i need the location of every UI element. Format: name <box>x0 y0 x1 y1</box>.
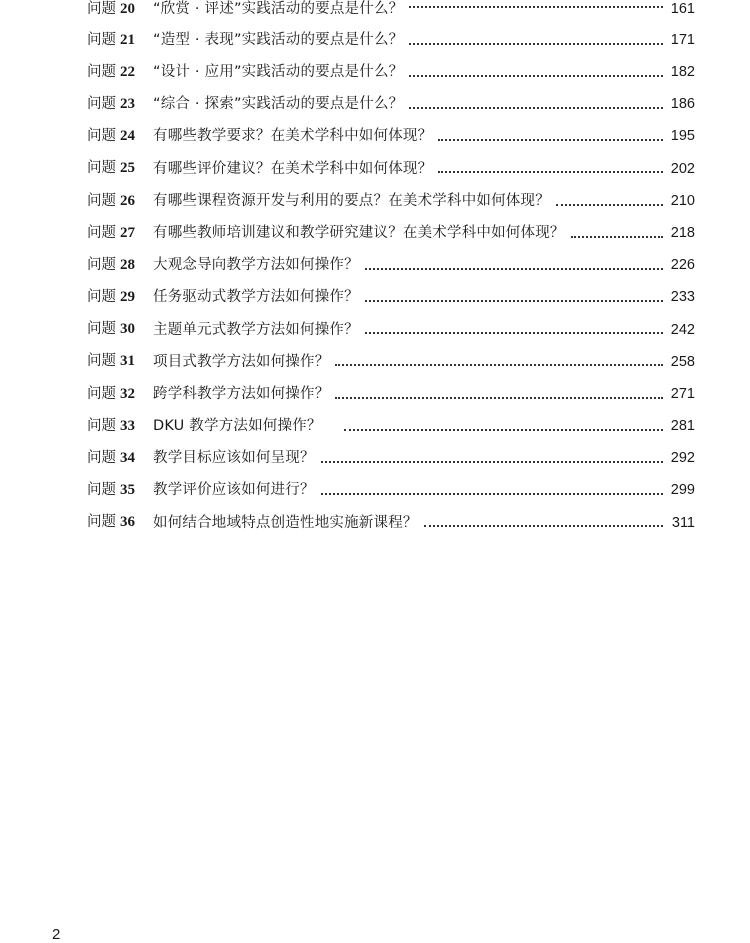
question-number: 36 <box>120 514 135 531</box>
toc-entry-title: 如何结合地域特点创造性地实施新课程？ <box>153 514 418 531</box>
toc-entry-25[interactable] <box>87 153 695 185</box>
question-number: 25 <box>120 160 135 177</box>
question-label <box>87 419 153 434</box>
question-number: 21 <box>120 31 135 48</box>
question-prefix: 问题 <box>87 514 116 531</box>
dot-leader <box>344 428 663 431</box>
question-label <box>87 226 153 241</box>
question-label <box>87 451 153 466</box>
question-prefix: 问题 <box>87 256 116 273</box>
question-label <box>87 129 153 144</box>
toc-entry-34[interactable] <box>87 442 695 474</box>
question-label <box>87 2 153 17</box>
toc-entry-36[interactable] <box>87 507 695 539</box>
toc-entry-page: 182 <box>670 64 695 81</box>
question-prefix: 问题 <box>87 192 116 209</box>
toc-entry-27[interactable] <box>87 217 695 249</box>
toc-entry-page: 186 <box>670 96 695 113</box>
dot-leader <box>571 235 663 238</box>
question-number: 23 <box>120 95 135 112</box>
toc-entry-title: 有哪些评价建议？在美术学科中如何体现？ <box>153 160 433 177</box>
dot-leader <box>365 267 663 270</box>
question-prefix: 问题 <box>87 353 116 370</box>
page-number: 2 <box>52 926 61 943</box>
question-prefix: 问题 <box>87 321 116 338</box>
dot-leader <box>556 203 663 206</box>
toc-entry-26[interactable] <box>87 185 695 217</box>
table-of-contents <box>87 0 695 539</box>
toc-entry-page: 195 <box>670 128 695 145</box>
question-prefix: 问题 <box>87 128 116 145</box>
toc-entry-29[interactable] <box>87 282 695 314</box>
toc-entry-33[interactable] <box>87 410 695 442</box>
dot-leader <box>409 42 662 45</box>
question-label <box>87 354 153 369</box>
toc-entry-page: 242 <box>670 321 695 338</box>
toc-entry-page: 202 <box>670 160 695 177</box>
question-prefix: 问题 <box>87 450 116 467</box>
toc-entry-page: 311 <box>671 514 695 531</box>
dot-leader <box>438 138 662 141</box>
toc-entry-title: 大观念导向教学方法如何操作？ <box>153 257 359 274</box>
toc-entry-20[interactable] <box>87 0 695 24</box>
question-number: 31 <box>120 353 135 370</box>
question-number: 30 <box>120 321 135 338</box>
dot-leader <box>438 170 662 173</box>
toc-entry-23[interactable] <box>87 88 695 120</box>
dot-leader <box>424 524 663 527</box>
question-label <box>87 387 153 402</box>
toc-entry-page: 171 <box>670 31 695 48</box>
toc-entry-24[interactable] <box>87 121 695 153</box>
toc-entry-31[interactable] <box>87 346 695 378</box>
question-prefix: 问题 <box>87 1 116 17</box>
question-number: 28 <box>120 256 135 273</box>
question-number: 27 <box>120 224 135 241</box>
dot-leader <box>365 331 663 334</box>
question-prefix: 问题 <box>87 95 116 112</box>
toc-entry-title: “欣赏 · 评述”实践活动的要点是什么？ <box>153 1 404 17</box>
dot-leader <box>409 74 662 77</box>
dot-leader <box>365 299 663 302</box>
question-prefix: 问题 <box>87 289 116 306</box>
question-number: 33 <box>120 417 135 434</box>
question-label <box>87 97 153 112</box>
dot-leader <box>409 5 662 8</box>
toc-entry-page: 210 <box>670 192 695 209</box>
toc-entry-page: 233 <box>670 289 695 306</box>
toc-entry-page: 226 <box>670 257 695 274</box>
dot-leader <box>321 492 663 495</box>
toc-entry-title: “综合 · 探索”实践活动的要点是什么？ <box>153 96 404 113</box>
question-label <box>87 290 153 305</box>
toc-entry-title: 跨学科教学方法如何操作？ <box>153 385 330 402</box>
dot-leader <box>335 363 662 366</box>
dot-leader <box>335 396 662 399</box>
question-label <box>87 194 153 209</box>
question-label <box>87 515 153 530</box>
toc-entry-title: 有哪些教学要求？在美术学科中如何体现？ <box>153 128 433 145</box>
toc-entry-32[interactable] <box>87 378 695 410</box>
toc-entry-title: 主题单元式教学方法如何操作？ <box>153 321 359 338</box>
toc-entry-title: 任务驱动式教学方法如何操作？ <box>153 289 359 306</box>
toc-entry-title: DKU 教学方法如何操作？ <box>153 418 322 435</box>
toc-entry-title: “造型 · 表现”实践活动的要点是什么？ <box>153 31 404 48</box>
question-number: 26 <box>120 192 135 209</box>
question-label <box>87 322 153 337</box>
question-label <box>87 65 153 80</box>
question-prefix: 问题 <box>87 63 116 80</box>
question-number: 20 <box>120 1 135 17</box>
toc-entry-35[interactable] <box>87 475 695 507</box>
question-label <box>87 161 153 176</box>
toc-entry-28[interactable] <box>87 249 695 281</box>
question-number: 24 <box>120 128 135 145</box>
toc-entry-page: 258 <box>670 353 695 370</box>
question-number: 22 <box>120 63 135 80</box>
question-prefix: 问题 <box>87 385 116 402</box>
toc-entry-page: 292 <box>670 450 695 467</box>
question-prefix: 问题 <box>87 31 116 48</box>
question-number: 34 <box>120 450 135 467</box>
toc-entry-30[interactable] <box>87 314 695 346</box>
toc-entry-title: 项目式教学方法如何操作？ <box>153 353 330 370</box>
toc-entry-title: 有哪些课程资源开发与利用的要点？在美术学科中如何体现？ <box>153 192 550 209</box>
question-label <box>87 483 153 498</box>
toc-entry-page: 218 <box>670 224 695 241</box>
toc-entry-title: 有哪些教师培训建议和教学研究建议？在美术学科中如何体现？ <box>153 224 565 241</box>
question-prefix: 问题 <box>87 160 116 177</box>
question-number: 32 <box>120 385 135 402</box>
question-label <box>87 33 153 48</box>
toc-entry-title: 教学评价应该如何进行？ <box>153 482 315 499</box>
dot-leader <box>409 106 662 109</box>
toc-entry-title: “设计 · 应用”实践活动的要点是什么？ <box>153 64 404 81</box>
toc-entry-page: 161 <box>670 1 695 17</box>
toc-entry-21[interactable] <box>87 24 695 56</box>
question-prefix: 问题 <box>87 224 116 241</box>
question-prefix: 问题 <box>87 417 116 434</box>
question-label <box>87 258 153 273</box>
toc-entry-22[interactable] <box>87 56 695 88</box>
dot-leader <box>321 460 663 463</box>
question-number: 35 <box>120 482 135 499</box>
toc-entry-title: 教学目标应该如何呈现？ <box>153 450 315 467</box>
toc-entry-page: 271 <box>670 385 695 402</box>
toc-entry-page: 299 <box>670 482 695 499</box>
question-prefix: 问题 <box>87 482 116 499</box>
toc-entry-page: 281 <box>670 418 695 435</box>
question-number: 29 <box>120 289 135 306</box>
